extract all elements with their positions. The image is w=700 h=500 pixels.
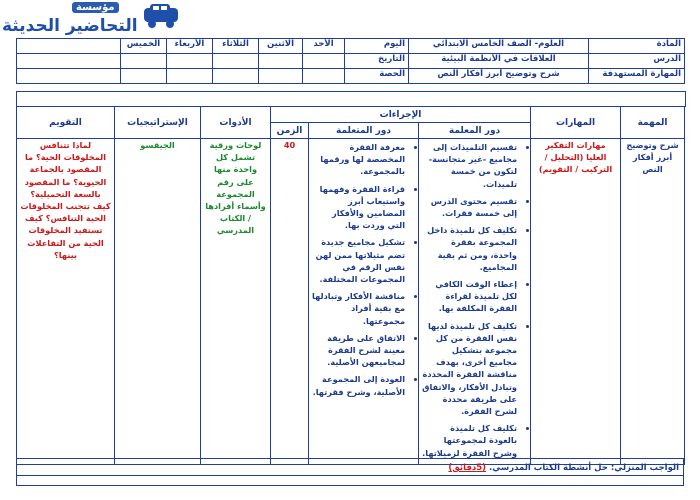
day-monday: الاثنين [259,39,303,54]
logo-badge: مؤسسة [72,2,119,13]
lesson-value: العلاقات في الأنظمة البيئية [409,54,589,69]
day-label: اليوم [345,39,409,54]
footer-bar [16,476,684,486]
period-label: الحصة [345,69,409,84]
header-spacer [16,91,686,107]
logo-name: التحاضير الحديثة [2,16,138,36]
teacher-role-header: دور المعلمة [419,123,531,139]
teacher-role-item: • إعطاء الوقت الكافي لكل تلميذة لقراءة الفقرة المكلفة بها. [422,278,517,315]
student-role-cell [309,139,419,465]
teacher-role-item: • تكليف كل تلميذة داخل المجموعة بفقرة واحدة، ومن ثم بقية المجاميع. [422,224,517,273]
skill-value: شرح وتوضيح أبرز أفكار النص [409,69,589,84]
day-wednesday: الأربعاء [167,39,213,54]
homework-duration: (5دقائق) [448,463,487,473]
teacher-role-item: • تقسيم التلميذات إلى مجاميع -غير متجانسة- لتكون من خمسة تلميذات. [422,141,517,190]
day-tuesday: الثلاثاء [213,39,259,54]
skills-cell: مهارات التفكير العليا (التحليل / التركيب / التقويم) [531,139,621,465]
logo [2,2,182,38]
task-header: المهمة [621,107,685,139]
subject-label: المادة [589,39,685,54]
student-role-item: • معرفة الفقرة المخصصة لها ورقمها بالمجموعة. [312,141,405,178]
student-role-list [312,141,415,398]
tools-cell: لوحات ورقية تشمل كل واحدة منها على رقم المجموعة وأسماء أفرادها / الكتاب المدرسي [201,139,271,465]
evaluation-header: التقويم [17,107,115,139]
task-cell: شرح وتوضيح أبرز أفكار النص [621,139,685,465]
homework-label: الواجب المنزلي: حل أنشطة الكتاب المدرسي. [489,463,679,473]
teacher-role-item: • تكليف كل تلميذة بالعودة لمجموعتها وشرح الفقرة لزميلاتها. [422,422,517,459]
student-role-item: • قراءة الفقرة وفهمها واستيعاب أبرز المضامين والأفكار التي وردت بها. [312,183,405,232]
day-thursday: الخميس [121,39,167,54]
student-role-item: • مناقشة الأفكار وتبادلها مع بقية أفراد مجموعتها. [312,290,405,327]
date-label: التاريخ [345,54,409,69]
teacher-role-item: • تكليف كل تلميذة لديها نفس الفقرة من كل مجموعة بتشكيل مجاميع أخرى، بهدف مناقشة الفقرة المحددة وتبادل الأفكار، والاتفاق على طريقة محددة لشرح الفقرة. [422,320,517,418]
procedures-header: الإجراءات [271,107,531,123]
homework-row [16,458,684,476]
time-cell: 40 [271,139,309,465]
teacher-role-cell [419,139,531,465]
skills-header: المهارات [531,107,621,139]
header-table [16,38,685,84]
teacher-role-item: • تقسيم محتوى الدرس إلى خمسة فقرات. [422,195,517,219]
student-role-item: • تشكيل مجاميع جديدة تضم مثيلاتها ممن لهن نفس الرقم في المجموعات المختلفة. [312,236,405,285]
day-sunday: الأحد [303,39,345,54]
car-logo-icon [140,2,182,30]
student-role-item: • الاتفاق على طريقة معينة لشرح الفقرة لمجاميعهن الأصلية. [312,332,405,369]
teacher-role-list [422,141,527,459]
strategy-cell: الجيقسو [115,139,201,465]
tools-header: الأدوات [201,107,271,139]
strategies-header: الإستراتيجيات [115,107,201,139]
lesson-table [16,106,685,465]
evaluation-cell: لماذا تتنافس المخلوقات الحية؟ ما المقصود بالجماعة الحيوية؟ ما المقصود بالسعة التحميلية؟ كيف تتجنب المخلوقات الحية التنافس؟ كيف تستفيد المخلوقات الحية من التفاعلات بينها؟ [17,139,115,465]
student-role-header: دور المتعلمة [309,123,419,139]
student-role-item: • العودة إلى المجموعة الأصلية، وشرح فقرتها. [312,373,405,397]
lesson-label: الدرس [589,54,685,69]
subject-value: العلوم- الصف الخامس الابتدائي [409,39,589,54]
skill-label: المهارة المستهدفة [589,69,685,84]
time-header: الزمن [271,123,309,139]
